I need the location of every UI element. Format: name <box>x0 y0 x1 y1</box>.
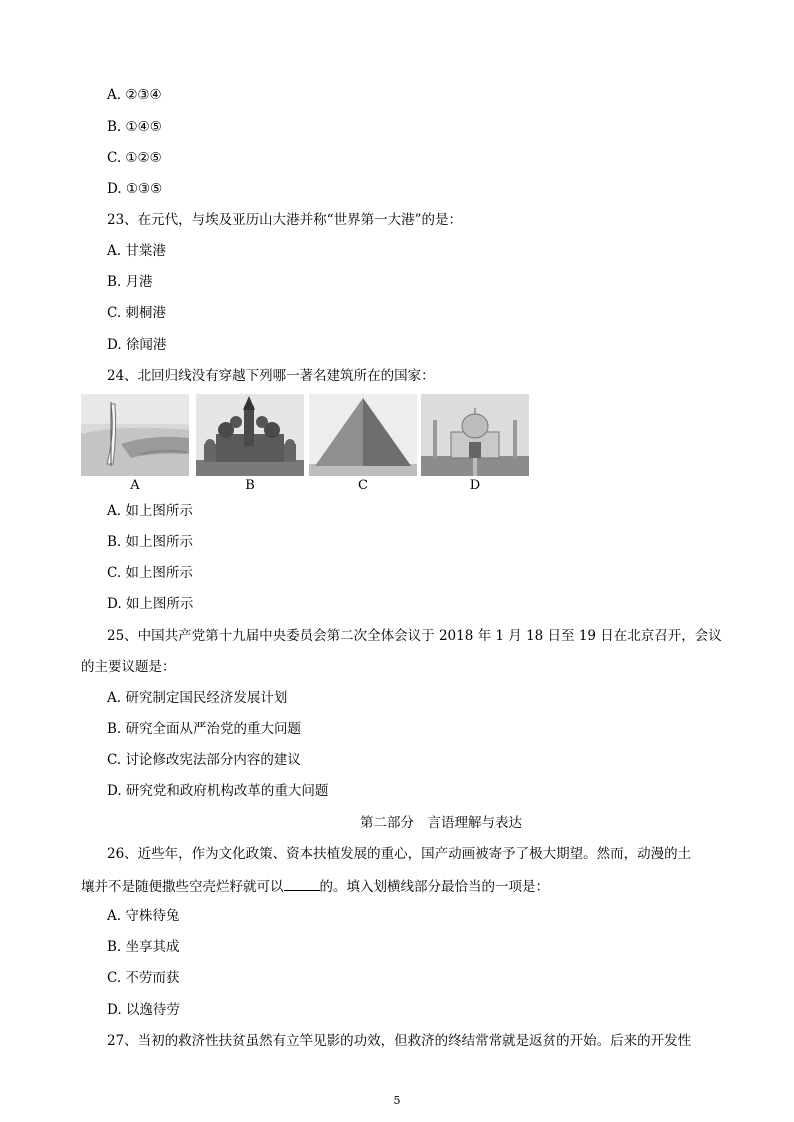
question-26-line-1: 26、近些年，作为文化政策、资本扶植发展的重心，国产动画被寄予了极大期望。然而，动漫的土 <box>107 846 692 862</box>
option-b-prev: B. ①④⑤ <box>107 119 162 135</box>
question-23-option-b: B. 月港 <box>107 274 153 290</box>
question-26-option-a: A. 守株待兔 <box>107 908 180 924</box>
question-25-line-1: 25、中国共产党第十九届中央委员会第二次全体会议于 2018 年 1 月 18 日至 19 日在北京召开，会议 <box>107 628 722 644</box>
figure-label-a: A <box>130 478 140 493</box>
question-25-line-2: 的主要议题是： <box>81 659 176 675</box>
question-26-text-before-blank: 壤并不是随便撒些空壳烂籽就可以 <box>81 879 284 895</box>
figure-label-b: B <box>245 478 255 493</box>
option-c-prev: C. ①②⑤ <box>107 150 162 166</box>
question-24-option-d: D. 如上图所示 <box>107 596 194 612</box>
section-heading: 第二部分 言语理解与表达 <box>360 815 522 831</box>
question-23-option-c: C. 刺桐港 <box>107 305 166 321</box>
figure-b-st-basils <box>196 394 304 476</box>
question-23-option-a: A. 甘棠港 <box>107 243 166 259</box>
question-25-option-a: A. 研究制定国民经济发展计划 <box>107 690 288 706</box>
question-26-option-d: D. 以逸待劳 <box>107 1002 180 1018</box>
page-number: 5 <box>393 1094 401 1107</box>
question-26-line-2 <box>81 876 549 896</box>
figure-a-burj-al-arab <box>81 394 189 476</box>
question-25-option-d: D. 研究党和政府机构改革的重大问题 <box>107 783 329 799</box>
figure-label-c: C <box>358 478 368 493</box>
fill-blank <box>284 876 320 891</box>
question-26-option-b: B. 坐享其成 <box>107 939 180 955</box>
figure-d-taj-mahal <box>421 394 529 476</box>
question-24-figures <box>81 394 529 494</box>
question-26-option-c: C. 不劳而获 <box>107 970 180 986</box>
question-27-line-1: 27、当初的救济性扶贫虽然有立竿见影的功效，但救济的终结常常就是返贫的开始。后来的开发性 <box>107 1033 692 1049</box>
figure-label-d: D <box>469 478 481 493</box>
figure-c-pyramid <box>309 394 417 476</box>
question-23: 23、在元代，与埃及亚历山大港并称“世界第一大港”的是： <box>107 212 462 228</box>
question-24-option-b: B. 如上图所示 <box>107 534 194 550</box>
question-24: 24、北回归线没有穿越下列哪一著名建筑所在的国家： <box>107 368 435 384</box>
question-23-option-d: D. 徐闻港 <box>107 337 167 353</box>
question-25-option-b: B. 研究全面从严治党的重大问题 <box>107 721 302 737</box>
option-d-prev: D. ①③⑤ <box>107 181 163 197</box>
question-26-text-after-blank: 的。填入划横线部分最恰当的一项是： <box>319 879 549 895</box>
question-25-option-c: C. 讨论修改宪法部分内容的建议 <box>107 752 301 768</box>
question-24-option-c: C. 如上图所示 <box>107 565 193 581</box>
question-24-option-a: A. 如上图所示 <box>107 503 193 519</box>
option-a-prev: A. ②③④ <box>107 87 162 103</box>
